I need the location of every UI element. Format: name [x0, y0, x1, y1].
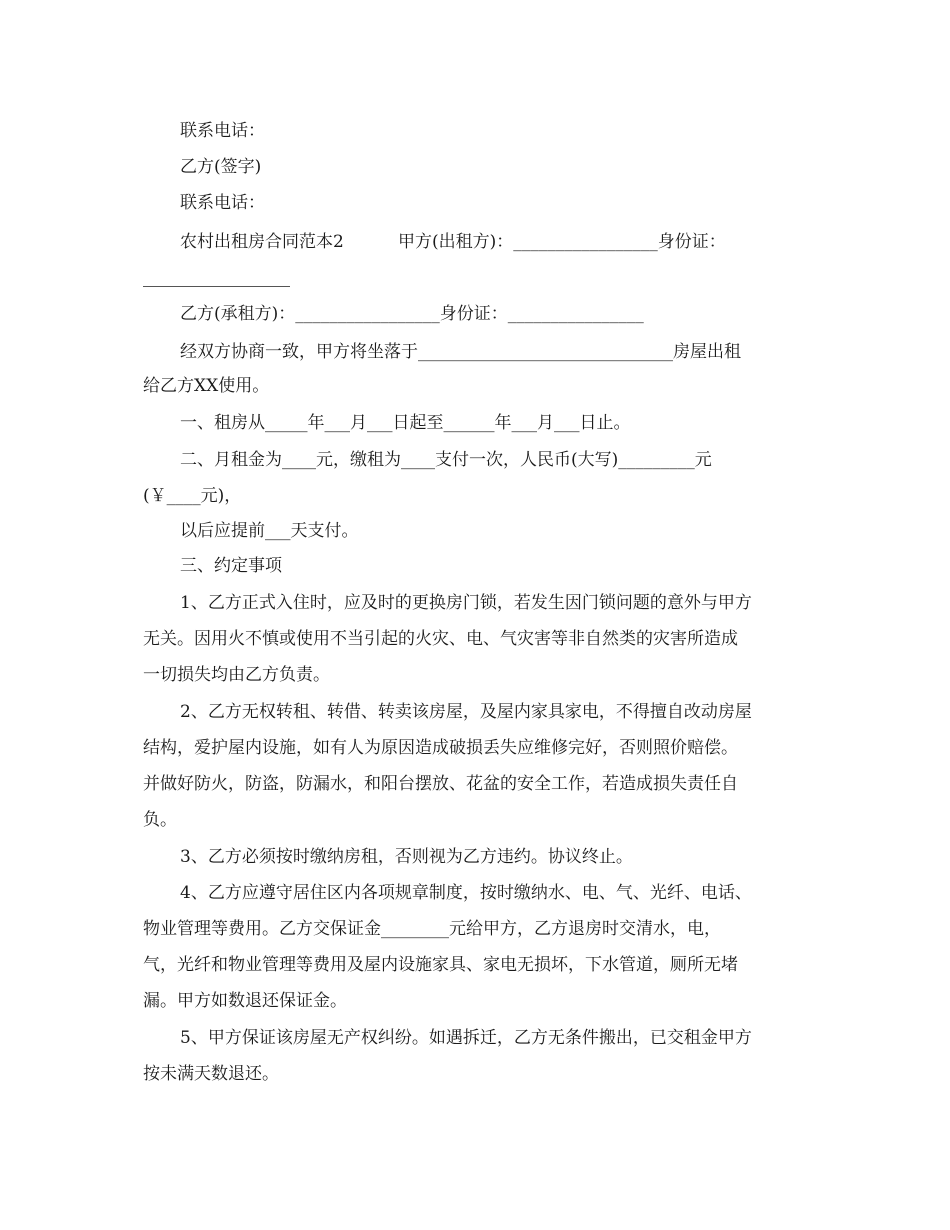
id-blank-rule: [143, 286, 290, 287]
item-4-line-2: 物业管理等费用。乙方交保证金________元给甲方，乙方退房时交清水，电，: [143, 919, 721, 939]
item-2-line-2: 结构，爱护屋内设施，如有人为原因造成破损丢失应维修完好，否则照价赔偿。: [143, 738, 738, 758]
item-2-line-1: 2、乙方无权转租、转借、转卖该房屋，及屋内家具家电，不得擅自改动房屋: [180, 702, 752, 722]
item-4-line-1: 4、乙方应遵守居住区内各项规章制度，按时缴纳水、电、气、光纤、电话、: [180, 883, 752, 903]
contact-phone-line-2: 联系电话：: [180, 193, 265, 213]
contact-phone-line-1: 联系电话：: [180, 121, 265, 141]
item-5-line-2: 按未满天数退还。: [143, 1064, 279, 1084]
advance-payment-line: 以后应提前___天支付。: [180, 521, 359, 541]
agreement-line-1: 经双方协商一致，甲方将坐落于______________________________房屋出租: [180, 342, 741, 362]
section-three-heading: 三、约定事项: [180, 556, 282, 576]
rent-clause-line-1: 二、月租金为____元，缴租为____支付一次，人民币(大写)_________元: [180, 450, 712, 470]
item-2-line-4: 负。: [143, 810, 177, 830]
agreement-line-2: 给乙方XX使用。: [143, 376, 270, 396]
item-1-line-3: 一切损失均由乙方负责。: [143, 665, 330, 685]
item-3-line: 3、乙方必须按时缴纳房租，否则视为乙方违约。协议终止。: [180, 847, 633, 867]
term-clause: 一、租房从_____年___月___日起至______年___月___日止。: [180, 413, 631, 433]
rent-clause-line-2: (￥____元)，: [143, 486, 242, 506]
item-4-line-3: 气，光纤和物业管理等费用及屋内设施家具、家电无损坏，下水管道，厕所无堵: [143, 955, 738, 975]
item-2-line-3: 并做好防火，防盗，防漏水，和阳台摆放、花盆的安全工作，若造成损失责任自: [143, 774, 738, 794]
item-5-line-1: 5、甲方保证该房屋无产权纠纷。如遇拆迁，乙方无条件搬出，已交租金甲方: [180, 1028, 752, 1048]
item-1-line-2: 无关。因用火不慎或使用不当引起的火灾、电、气灾害等非自然类的灾害所造成: [143, 629, 738, 649]
item-1-line-1: 1、乙方正式入住时，应及时的更换房门锁，若发生因门锁问题的意外与甲方: [180, 593, 752, 613]
contract-title: 农村出租房合同范本2: [180, 232, 344, 252]
party-a-line: 甲方(出租方)：_________________身份证：: [398, 232, 726, 252]
party-b-line: 乙方(承租方)：_________________身份证：________________: [180, 304, 644, 324]
party-b-signature-line: 乙方(签字): [180, 157, 262, 177]
item-4-line-4: 漏。甲方如数退还保证金。: [143, 991, 347, 1011]
